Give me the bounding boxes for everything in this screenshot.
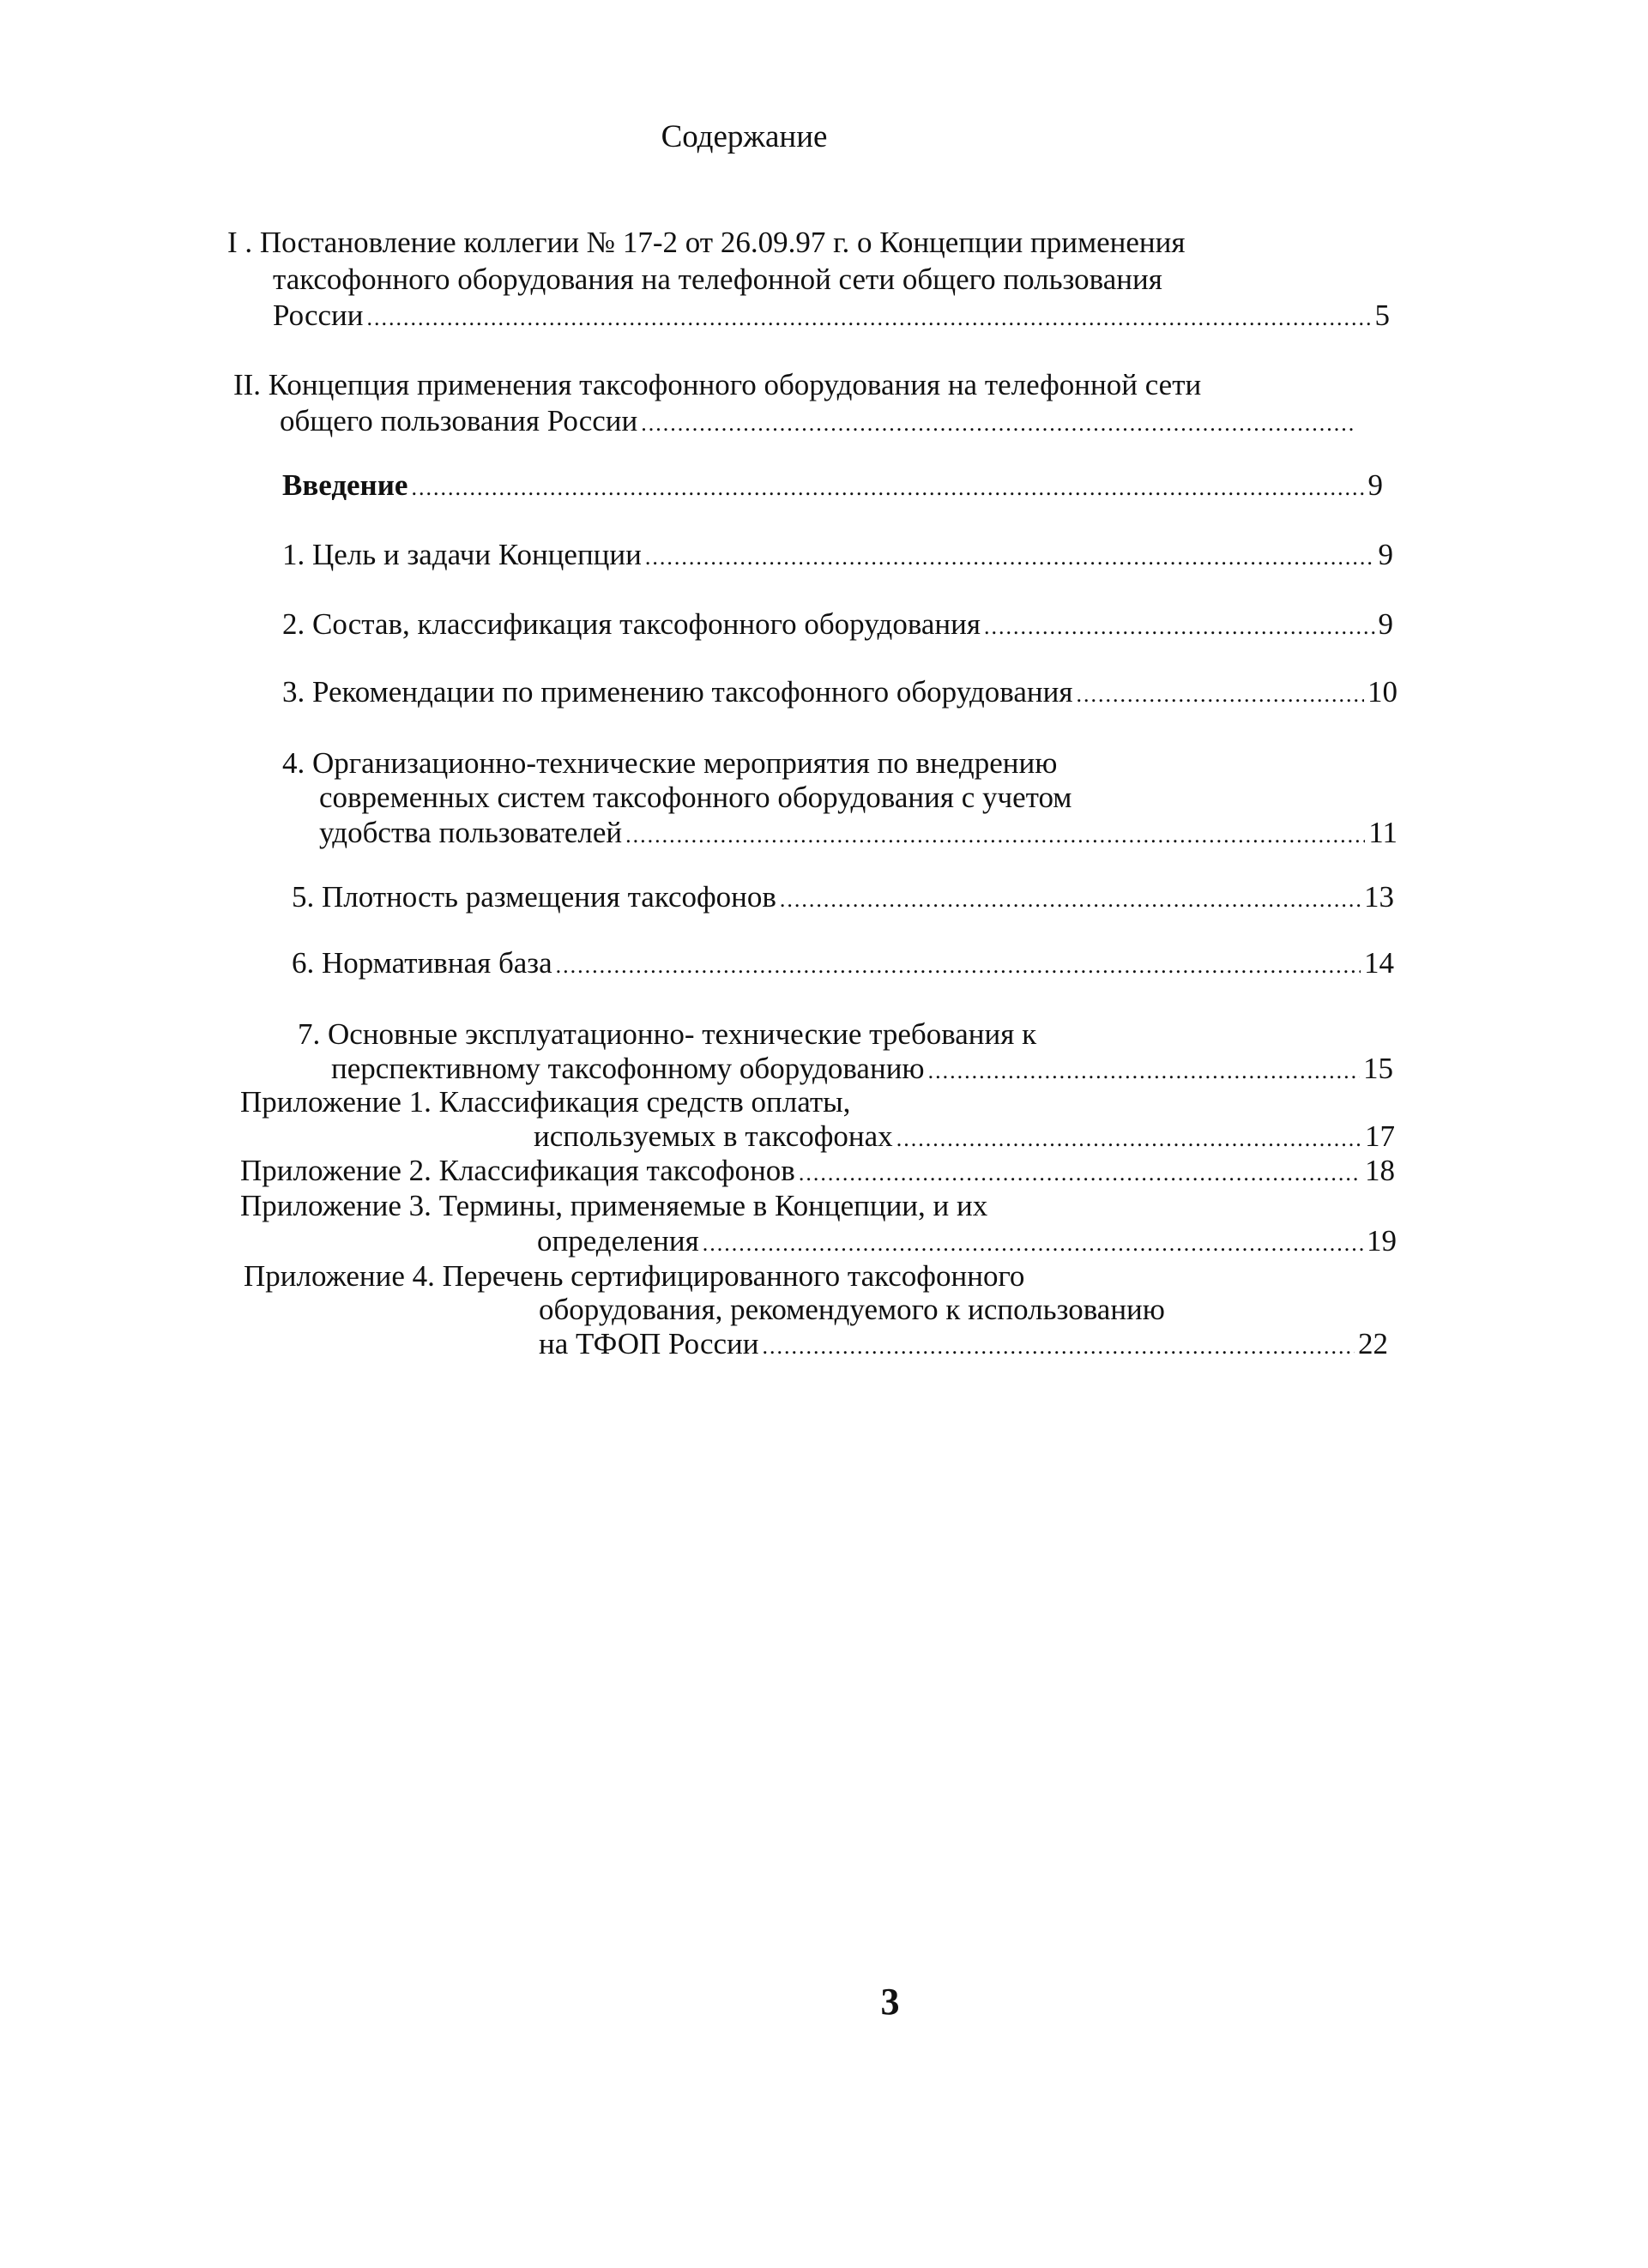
dot-leader xyxy=(1076,677,1364,713)
toc-entry-i2 xyxy=(282,606,1393,645)
toc-page-a2: 18 xyxy=(1365,1154,1395,1187)
dot-leader xyxy=(896,1121,1361,1157)
toc-entry-s2-leader xyxy=(280,403,1359,442)
toc-entry-i1 xyxy=(282,537,1393,576)
toc-entry-a1-line2: используемых в таксофонах xyxy=(534,1119,893,1153)
dot-leader xyxy=(411,470,1364,506)
toc-page-a3: 19 xyxy=(1367,1224,1397,1258)
toc-entry-s1-leader xyxy=(273,298,1390,336)
toc-entry-a4-line3: на ТФОП России xyxy=(539,1327,759,1360)
toc-entry-i4-line1: 4. Организационно-технические мероприятия по внедрению xyxy=(282,746,1058,780)
toc-entry-i6 xyxy=(292,945,1394,984)
toc-page-a1: 17 xyxy=(1365,1119,1395,1153)
dot-leader xyxy=(645,540,1375,576)
toc-entry-s2-line1: II. Концепция применения таксофонного оборудования на телефонной сети xyxy=(233,368,1202,401)
toc-page-intro: 9 xyxy=(1367,468,1383,502)
toc-entry-intro-label: Введение xyxy=(282,468,408,502)
dot-leader xyxy=(641,406,1355,442)
toc-entry-a4-leader xyxy=(539,1326,1388,1365)
toc-entry-i3-label: 3. Рекомендации по применению таксофонного оборудования xyxy=(282,675,1073,709)
dot-leader xyxy=(625,817,1365,854)
toc-entry-i5 xyxy=(292,879,1394,918)
toc-entry-i6-label: 6. Нормативная база xyxy=(292,946,552,980)
toc-entry-s1-line2: таксофонного оборудования на телефонной сети общего пользования xyxy=(273,262,1162,296)
page-number: 3 xyxy=(880,1981,900,2023)
toc-page-i1: 9 xyxy=(1378,538,1393,571)
toc-entry-i4-line2: современных систем таксофонного оборудования с учетом xyxy=(319,781,1072,814)
toc-entry-s1-line1: I . Постановление коллегии № 17-2 от 26.09.97 г. о Концепции применения xyxy=(227,226,1186,259)
toc-entry-a1-line1: Приложение 1. Классификация средств оплаты, xyxy=(240,1085,851,1119)
toc-page-s1: 5 xyxy=(1374,299,1390,332)
dot-leader xyxy=(984,609,1375,645)
toc-entry-a3-leader xyxy=(537,1223,1397,1262)
dot-leader xyxy=(928,1053,1360,1089)
toc-entry-a3-line1: Приложение 3. Термины, применяемые в Концепции, и их xyxy=(240,1189,988,1222)
toc-heading: Содержание xyxy=(661,119,828,154)
dot-leader xyxy=(780,882,1361,918)
toc-page-i4: 11 xyxy=(1368,816,1397,849)
toc-entry-intro xyxy=(282,467,1383,506)
toc-entry-a4-line2: оборудования, рекомендуемого к использованию xyxy=(539,1293,1165,1326)
toc-entry-s2-line2: общего пользования России xyxy=(280,404,638,437)
toc-entry-i4-line3: удобства пользователей xyxy=(319,816,623,849)
toc-entry-a2-label: Приложение 2. Классификация таксофонов xyxy=(240,1154,795,1187)
toc-entry-a3-line2: определения xyxy=(537,1224,699,1258)
toc-page-a4: 22 xyxy=(1358,1327,1388,1360)
toc-entry-a2 xyxy=(240,1153,1395,1191)
toc-page-i6: 14 xyxy=(1364,946,1394,980)
toc-page-i3: 10 xyxy=(1367,675,1397,709)
toc-page-i2: 9 xyxy=(1378,607,1393,641)
toc-entry-i7-line1: 7. Основные эксплуатационно- технические требования к xyxy=(298,1017,1037,1051)
toc-entry-i7-line2: перспективному таксофонному оборудованию xyxy=(331,1052,925,1085)
toc-entry-i4-leader xyxy=(319,815,1397,854)
toc-entry-a4-line1: Приложение 4. Перечень сертифицированного таксофонного xyxy=(244,1259,1025,1293)
toc-page-i7: 15 xyxy=(1363,1052,1393,1085)
toc-page-i5: 13 xyxy=(1364,880,1394,914)
toc-entry-i5-label: 5. Плотность размещения таксофонов xyxy=(292,880,776,914)
dot-leader xyxy=(703,1226,1363,1262)
toc-entry-i1-label: 1. Цель и задачи Концепции xyxy=(282,538,642,571)
dot-leader xyxy=(367,300,1372,336)
toc-entry-a1-leader xyxy=(534,1119,1395,1157)
dot-leader xyxy=(763,1329,1355,1365)
toc-entry-i3 xyxy=(282,674,1397,713)
toc-entry-s1-line3: России xyxy=(273,299,364,332)
toc-entry-i2-label: 2. Состав, классификация таксофонного оборудования xyxy=(282,607,981,641)
dot-leader xyxy=(556,948,1361,984)
dot-leader xyxy=(799,1155,1361,1191)
